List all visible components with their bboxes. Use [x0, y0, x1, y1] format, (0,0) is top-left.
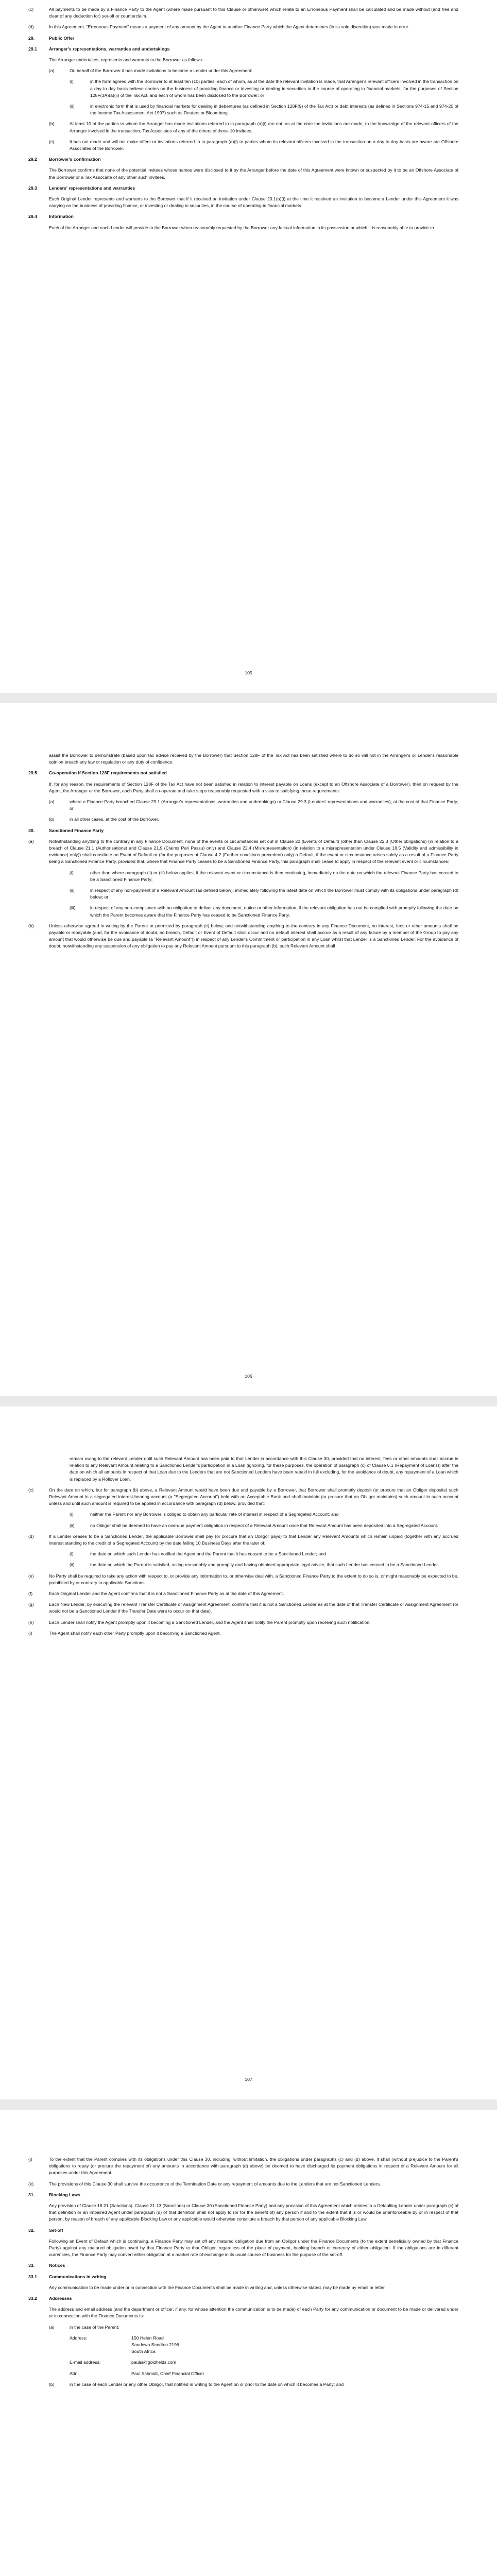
clause-text: The provisions of this Clause 30 shall survive the occurrence of the Termination Date or any repayment of amounts due to the Lenders that are not Sanctioned Lenders.: [49, 2181, 381, 2187]
clause-paragraph: [49, 2381, 458, 2388]
clause-number: [49, 1455, 70, 1483]
address-line: Sandown Sandton 2196: [131, 2342, 179, 2348]
clause-number: (i): [28, 1630, 32, 1636]
clause-paragraph: [28, 2238, 458, 2259]
clause-paragraph: [70, 78, 458, 99]
clause-text: The Arranger undertakes, represents and warrants to the Borrower as follows:: [49, 57, 203, 63]
clause-number: (a): [28, 838, 34, 844]
clause-number: (i): [70, 870, 74, 875]
clause-number: (iii): [70, 905, 76, 911]
clause-paragraph: [49, 799, 458, 812]
clause-text: Each New Lender, by executing the relevant Transfer Certificate or Assignment Agreement, confirms that it is not a Sanctioned Lender as at the date of that Transfer Certificate or Assignment Agreement (or would not be a Sanctioned Lender if the Transfer Date were to occur on that date).: [49, 1602, 458, 1614]
clause-number: 29.4: [28, 214, 37, 219]
clause-text: Any provision of Clause 18.21 (Sanctions), Clause 21.13 (Sanctions) or Clause 30 (Sanctioned Finance Party) and any provision of this Agreement which relates to a Defaulting Lender under paragraph (c) of that definition or an Impaired Agent under paragraph (d) of that definition shall not apply to (or for the benefit of) any person if and to the extent that it is or would be unenforceable by or in respect of that person, by reason of breach of any applicable Blocking Law or any applicable would otherwise constitute a breach by that person of any applicable Blocking Law.: [49, 2203, 458, 2222]
clause-title: Set-off: [49, 2227, 63, 2233]
clause-text: Each of the Arranger and each Lender will provide to the Borrower when reasonably requested by the Borrower any factual information in its possession or which it is reasonably able to provide to: [49, 225, 434, 230]
clause-text: At least 10 of the parties to whom the Arranger has made invitations referred to in paragraph (a)(i) are not, as at the date the invitations are made, to the knowledge of the relevant officers of the Arranger involved in the transaction, Tax Associates of any of the others of those 10 invitees.: [70, 121, 458, 133]
clause-text: On behalf of the Borrower it has made invitations to become a Lender under this Agreement:: [70, 68, 252, 74]
clause-number: (c): [49, 139, 55, 144]
address-value: [131, 2335, 458, 2355]
address-label: Address:: [70, 2335, 88, 2341]
clause-text: All payments to be made by a Finance Party to the Agent (where made pursuant to this Clause or otherwise) which relate to an Erroneous Payment shall be calculated and be made without (and free and clear of any deduction for) set-off or counterclaim.: [49, 7, 458, 19]
clause-number: 33.2: [28, 2296, 37, 2301]
page-number: 106: [245, 1374, 252, 1379]
clause-paragraph: [28, 57, 458, 63]
clause-title: Notices: [49, 2263, 65, 2268]
clause-number: 29.: [28, 35, 35, 41]
clause-heading: [28, 2192, 458, 2198]
clause-number: [28, 225, 49, 231]
clause-title: Sanctioned Finance Party: [49, 827, 104, 833]
clause-paragraph: [28, 2202, 458, 2223]
clause-number: (h): [28, 1619, 34, 1625]
clause-heading: [28, 770, 458, 776]
clause-number: 29.2: [28, 157, 37, 162]
clause-text: where a Finance Party breached Clause 29.1 (Arranger's representations, warranties and undertakings) or Clause 29.3 (Lenders' representations and warranties), at the cost of that Finance Party; or: [70, 799, 458, 811]
clause-text: On the date on which, but for paragraph (b) above, a Relevant Amount would have been due and payable by a Borrower, that Borrower shall promptly deposit (or procure that an Obligor deposits) such Relevant Amount in a segregated interest-bearing account (a "Segregated Account") held with an Acceptable Bank and shall maintain (or procure that an Obligor maintains) such amount in such account unless and until such amount is required to be applied in accordance with paragraph (d) below, provided that:: [49, 1487, 458, 1506]
clause-paragraph: [70, 1511, 458, 1518]
clause-number: [28, 2238, 49, 2259]
clause-number: [28, 57, 49, 63]
clause-heading: [28, 2295, 458, 2302]
clause-heading: [28, 2227, 458, 2234]
clause-paragraph: [49, 816, 458, 823]
clause-paragraph: [70, 1551, 458, 1557]
clause-title: Borrower's confirmation: [49, 157, 101, 162]
clause-number: (b): [49, 817, 55, 822]
clause-number: [28, 2284, 49, 2291]
clause-paragraph: [28, 1601, 458, 1615]
clause-number: 33.: [28, 2263, 35, 2268]
clause-text: in the case of each Lender or any other Obligor, that notified in writing to the Agent on or prior to the date on which it becomes a Party; and: [70, 2381, 344, 2387]
page-number: 107: [245, 2077, 252, 2082]
clause-text: Each Original Lender represents and warrants to the Borrower that if it received an invitation under Clause 29.1(a)(i) at the time it received an invitation to become a Lender under this Agreement it was carrying on the business of providing finance, or investing or dealing in securities, in the course of operating in financial markets.: [49, 196, 458, 209]
address-line: 150 Helen Road: [131, 2335, 164, 2341]
clause-number: 30.: [28, 827, 35, 833]
clause-number: [28, 2202, 49, 2223]
page-body: [28, 6, 458, 231]
clause-paragraph: [28, 838, 458, 866]
clause-text: The Borrower confirms that none of the potential invitees whose names were disclosed to it by the Arranger before the date of this Agreement were known or suspected by it to be an Offshore Associate of the Borrower or a Tax Associate of any other such invitees.: [49, 167, 458, 180]
clause-number: [28, 752, 49, 766]
clause-paragraph: [28, 196, 458, 209]
clause-number: (i): [70, 1551, 74, 1557]
clause-text: In this Agreement, "Erroneous Payment" means a payment of any amount by the Agent to another Finance Party which the Agent determines (in its sole discretion) was made in error.: [49, 24, 409, 30]
page-108: [0, 2110, 497, 2576]
email-label: E-mail address:: [70, 2360, 101, 2365]
clause-paragraph: [70, 1562, 458, 1568]
attn-value: Paul Schmidt, Chief Financial Officer: [131, 2370, 204, 2376]
clause-text: If a Lender ceases to be a Sanctioned Lender, the applicable Borrower shall pay (or procure that an Obligor pays) to that Lender any Relevant Amounts which remain unpaid (together with any accrued interest standing to the credit of a Segregated Account) by the date falling 10 Business Days after the later of:: [49, 1533, 458, 1546]
clause-number: 29.3: [28, 185, 37, 191]
clause-number: (ii): [70, 1522, 75, 1528]
clause-paragraph: [28, 1487, 458, 1507]
page-body: [28, 2156, 458, 2331]
clause-text: in respect of any non-payment of a Relevant Amount (as defined below), immediately following the latest date on which the Borrower must comply with its obligations under paragraph (d) below; or: [90, 888, 458, 900]
clause-text: in all other cases, at the cost of the Borrower.: [70, 817, 159, 822]
clause-paragraph: [28, 2284, 458, 2291]
clause-text: Unless otherwise agreed in writing by the Parent or permitted by paragraph (c) below, and notwithstanding anything to the contrary in any Finance Document, no interest, fees or other amounts shall be payable or repayable (and, for the avoidance of doubt, no breach, Default or Event of Default shall occur and no default interest shall accrue as a result of any failure by a member of the Group to pay any amount that would otherwise be due and payable (a "Relevant Amount")) in respect of any Lender's Commitment or participation in any Loan whilst that Lender is a Sanctioned Lender. For the avoidance of doubt, notwithstanding any suspension of any obligation to pay any Relevant Amount pursuant to this paragraph (b), such Relevant Amount shall: [49, 923, 458, 949]
clause-number: (ii): [70, 888, 75, 893]
clause-paragraph: [28, 2156, 458, 2177]
email-value: paulsi@goldfields.com: [131, 2360, 177, 2365]
clause-paragraph: [28, 1630, 458, 1637]
clause-number: 31.: [28, 2192, 35, 2197]
clause-title: Communications in writing: [49, 2274, 107, 2279]
clause-number: (c): [28, 1487, 34, 1493]
clause-text: Each Original Lender and the Agent confirms that it is not a Sanctioned Finance Party as at the date of this Agreement.: [49, 1591, 284, 1597]
clause-number: (b): [49, 2381, 55, 2387]
clause-number: (ii): [70, 104, 75, 109]
clause-title: Arranger's representations, warranties and undertakings: [49, 46, 170, 52]
clause-text: neither the Parent nor any Borrower is obliged to obtain any particular rate of interest in respect of a Segregated Account; and: [90, 1512, 339, 1517]
clause-heading: [28, 213, 458, 220]
page-body-tail: [28, 2381, 458, 2388]
clause-number: [28, 196, 49, 209]
clause-text: in the form agreed with the Borrower to at least ten (10) parties, each of whom, as at the date the relevant invitation is made, that Arranger's relevant officers involved in the transaction on a day to day basis believe carries on the business of providing finance or investing or dealing in securities in the course of operating in financial markets, for the purposes of Section 128F(3A)(a)(ii) of the Tax Act, and each of whom has been disclosed to the Borrower; or: [90, 79, 458, 98]
page-body: [28, 752, 458, 950]
clause-number: (a): [49, 799, 55, 805]
clause-number: 32.: [28, 2227, 35, 2233]
clause-paragraph: [70, 870, 458, 883]
page-106: [0, 703, 497, 1396]
clause-number: [28, 781, 49, 794]
page-number: 105: [245, 670, 252, 675]
clause-title: Co-operation if Section 128F requirements not satisfied: [49, 770, 167, 776]
clause-number: (g): [28, 1602, 34, 1607]
clause-text: in respect of any non-compliance with an obligation to deliver any document, notice or other information, if the relevant obligation has not be complied with promptly following the date on which the Parent becomes aware that the Finance Party has ceased to be Sanctioned Finance Party.: [90, 905, 458, 918]
attn-label: Attn:: [70, 2370, 79, 2376]
clause-paragraph: [28, 167, 458, 180]
clause-number: (ii): [70, 1562, 75, 1568]
clause-title: Lenders' representations and warranties: [49, 185, 135, 191]
clause-paragraph: [28, 2181, 458, 2188]
parent-address-block: [70, 2335, 458, 2377]
clause-text: Following an Event of Default which is continuing, a Finance Party may set off any matured obligation due from an Obligor under the Finance Documents (to the extent beneficially owned by that Finance Party) against any matured obligation owed by that Finance Party to that Obligor, regardless of the place of payment, booking branch or currency of either obligation. If the obligations are in different currencies, the Finance Party may convert either obligation at a market rate of exchange in its usual course of business for the purpose of the set-off.: [49, 2238, 458, 2258]
clause-text: assist the Borrower to demonstrate (based upon tax advice received by the Borrower) that Section 128F of the Tax Act has been satisfied where to do so will not in the Arranger's or Lender's reasonable opinion breach any law or regulation or any duty of confidence.: [49, 753, 458, 765]
clause-text: the date on which such Lender has notified the Agent and the Parent that it has ceased to be a Sanctioned Lender; and: [90, 1551, 326, 1557]
clause-paragraph: [28, 1573, 458, 1586]
clause-paragraph: [28, 2306, 458, 2319]
page-105: [0, 0, 497, 693]
clause-number: (f): [28, 1591, 33, 1597]
clause-number: (d): [28, 1533, 34, 1539]
clause-paragraph: [70, 887, 458, 901]
clause-number: 33.1: [28, 2274, 37, 2279]
clause-number: (a): [49, 68, 55, 74]
clause-heading: [28, 35, 458, 42]
clause-paragraph: [49, 67, 458, 74]
clause-paragraph: [28, 752, 458, 766]
clause-text: remain owing to the relevant Lender until such Relevant Amount has been paid to that Lender in accordance with this Clause 30, provided that no interest, fees or other amounts shall accrue in relation to any Relevant Amount relating to a Sanctioned Lender's participation in a Loan (ignoring, for these purposes, the operation of paragraph (c) of Clause 6.1 (Repayment of Loans)) after the date on which all amounts in respect of that Loan due to the Lenders that are not Sanctioned Lenders have been repaid in full excluding, for the avoidance of doubt, any repayment of a Loan which is replaced by a Rollover Loan.: [70, 1456, 458, 1482]
clause-title: Addresses: [49, 2296, 72, 2301]
clause-paragraph: [49, 2324, 458, 2331]
clause-number: (b): [28, 923, 34, 928]
clause-heading: [28, 46, 458, 53]
clause-number: (i): [70, 1512, 74, 1517]
clause-paragraph: [28, 781, 458, 794]
clause-heading: [28, 2262, 458, 2269]
clause-text: no Obligor shall be deemed to have an overdue payment obligation in respect of a Relevant Amount once that Relevant Amount has been deposited into a Segregated Account.: [90, 1522, 438, 1528]
clause-paragraph: [70, 103, 458, 116]
clause-paragraph: [70, 1522, 458, 1529]
clause-number: [28, 167, 49, 180]
clause-paragraph: [28, 225, 458, 231]
clause-number: (a): [49, 2324, 55, 2330]
clause-number: (k): [28, 2181, 34, 2187]
clause-paragraph: [49, 139, 458, 152]
clause-title: Information: [49, 214, 74, 219]
clause-heading: [28, 185, 458, 192]
page-107: [0, 1406, 497, 2099]
clause-heading: [28, 827, 458, 834]
clause-number: (d): [28, 24, 34, 30]
clause-heading: [28, 156, 458, 163]
clause-text: No Party shall be required to take any action with respect to, or provide any information to, or otherwise deal with, a Sanctioned Finance Party to the extent to do so is, or might reasonably be expected to be, prohibited by or contrary to applicable Sanctions.: [49, 1573, 458, 1585]
clause-paragraph: [28, 1533, 458, 1547]
clause-text: The address and email address (and the department or officer, if any, for whose attention the communication is to be made) of each Party for any communication or document to be made or delivered under or in connection with the Finance Documents is:: [49, 2307, 458, 2319]
clause-text: It has not made and will not make offers or invitations referred to in paragraph (a)(i) to parties whom its relevant officers involved in the transaction on a day to day basis are aware are Offshore Associates of the Borrower.: [70, 139, 458, 151]
clause-number: (i): [70, 79, 74, 84]
clause-paragraph: [28, 1619, 458, 1626]
clause-number: (j): [28, 2157, 32, 2162]
clause-number: [28, 2306, 49, 2319]
clause-text: other than where paragraph (ii) or (iii) below applies, if the relevant event or circumstance is then continuing, immediately on the date on which the relevant Finance Party has ceased to be a Sanctioned Finance Party;: [90, 870, 458, 882]
clause-paragraph: [70, 905, 458, 918]
clause-title: Public Offer: [49, 35, 75, 41]
clause-text: To the extent that the Parent complies with its obligations under this Clause 30, including, without limitation, the obligations under paragraphs (c) and (d) above, it shall (without prejudice to the Parent's obligations to repay (or procure the repayment of) any amounts in accordance with paragraph (d) above) be deemed to have discharged its payment obligations in respect of a Relevant Amount for all purposes under this Agreement.: [49, 2157, 458, 2176]
clause-title: Blocking Laws: [49, 2192, 80, 2197]
address-line: South Africa: [131, 2349, 156, 2354]
clause-text: the date on which the Parent is satisfied, acting reasonably and promptly and having obtained appropriate legal advice, that such Lender has ceased to be a Sanctioned Lender.: [90, 1562, 439, 1568]
clause-text: in the case of the Parent:: [70, 2324, 119, 2330]
clause-paragraph: [49, 121, 458, 134]
clause-text: Each Lender shall notify the Agent promptly upon it becoming a Sanctioned Lender, and the Agent shall notify the Parent promptly upon receiving such notification.: [49, 1619, 371, 1625]
clause-paragraph: [28, 923, 458, 950]
clause-paragraph: [49, 1455, 458, 1483]
clause-text: If, for any reason, the requirements of Section 128F of the Tax Act have not been satisfied in relation to interest payable on Loans (except to an Offshore Associate of a Borrower), then on request by the Agent, the Arranger or the Borrower, each Party shall co-operate and take steps reasonably requested with a view to satisfying those requirements:: [49, 781, 458, 793]
clause-text: in electronic form that is used by financial markets for dealing in debentures (as defined in Section 128F(9) of the Tax Act) or debt interests (as defined in Sections 974-15 and 974-20 of the Income Tax Assessment Act 1997) such as Reuters or Bloomberg.: [90, 104, 458, 116]
clause-number: 29.1: [28, 46, 37, 52]
clause-paragraph: [28, 1590, 458, 1597]
clause-number: (b): [49, 121, 55, 127]
clause-paragraph: [28, 6, 458, 20]
clause-text: The Agent shall notify each other Party promptly upon it becoming a Sanctioned Agent.: [49, 1630, 221, 1636]
clause-number: 29.5: [28, 770, 37, 776]
page-body: [28, 1455, 458, 1637]
clause-number: (e): [28, 1573, 34, 1579]
clause-text: Any communication to be made under or in connection with the Finance Documents shall be made in writing and, unless otherwise stated, may be made by email or letter.: [49, 2284, 386, 2290]
clause-heading: [28, 2274, 458, 2280]
clause-text: Notwithstanding anything to the contrary in any Finance Document, none of the events or circumstances set out in Clause 22 (Events of Default) (other than Clause 22.3 (Other obligations) (in relation to a breach of Clause 21.1 (Authorisations) and Clause 21.9 (Claims Pari Passu) only) and Clause 22.4 (Misrepresentation) (in relation to a misrepresentation under Clause 18.5 (Validity and admissibility in evidence) only)) shall constitute an Event of Default or (for the purposes of Clause 4.2 (Further conditions precedent) only) a Default, if the event or circumstance arises solely as a result of a Finance Party being a Sanctioned Finance Party, provided that, where that Finance Party ceases to be a Sanctioned Finance Party, this paragraph shall cease to apply in respect of the relevant event or circumstances:: [49, 838, 458, 865]
clause-paragraph: [28, 24, 458, 30]
clause-number: (c): [28, 7, 34, 12]
